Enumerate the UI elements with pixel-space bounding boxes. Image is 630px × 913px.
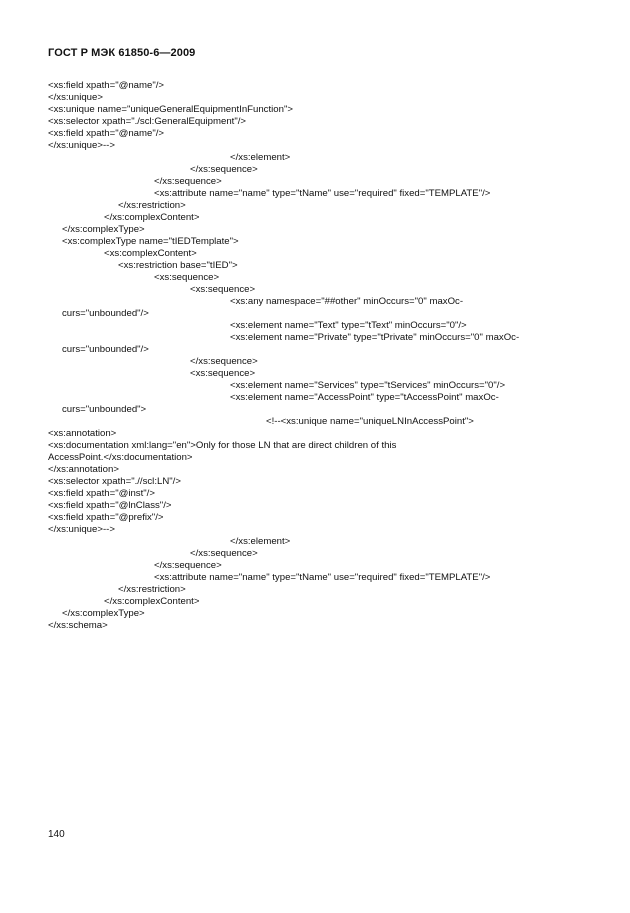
code-line: curs="unbounded"/> xyxy=(62,344,149,355)
code-line: <xs:documentation xml:lang="en">Only for those LN that are direct children of this xyxy=(48,440,397,451)
code-line: <xs:sequence> xyxy=(154,272,220,283)
code-line: </xs:sequence> xyxy=(154,176,222,187)
code-line: </xs:annotation> xyxy=(48,464,119,475)
code-line: <xs:element name="Services" type="tServices" minOccurs="0"/> xyxy=(230,380,506,391)
code-line: <xs:element name="Text" type="tText" minOccurs="0"/> xyxy=(230,320,467,331)
code-line: <!--<xs:unique name="uniqueLNInAccessPoint"> xyxy=(266,416,474,427)
code-line: </xs:schema> xyxy=(48,620,108,631)
code-line: <xs:complexContent> xyxy=(104,248,197,259)
code-line: <xs:complexType name="tIEDTemplate"> xyxy=(62,236,239,247)
code-line: </xs:complexType> xyxy=(62,608,145,619)
code-line: </xs:complexContent> xyxy=(104,212,200,223)
code-line: <xs:attribute name="name" type="tName" use="required" fixed="TEMPLATE"/> xyxy=(154,572,491,583)
code-line: </xs:unique>--> xyxy=(48,140,115,151)
code-line: <xs:field xpath="@lnClass"/> xyxy=(48,500,172,511)
code-line: </xs:unique>--> xyxy=(48,524,115,535)
code-line: <xs:field xpath="@name"/> xyxy=(48,128,165,139)
code-line: </xs:unique> xyxy=(48,92,103,103)
code-line: <xs:sequence> xyxy=(190,284,256,295)
page-header: ГОСТ Р МЭК 61850-6—2009 xyxy=(48,47,196,59)
code-line: curs="unbounded"> xyxy=(62,404,147,415)
code-line: <xs:field xpath="@inst"/> xyxy=(48,488,155,499)
code-line: <xs:any namespace="##other" minOccurs="0" maxOc- xyxy=(230,296,464,307)
code-line: </xs:complexContent> xyxy=(104,596,200,607)
code-line: curs="unbounded"/> xyxy=(62,308,149,319)
code-line: </xs:element> xyxy=(230,536,291,547)
code-line: </xs:sequence> xyxy=(190,164,258,175)
code-line: </xs:element> xyxy=(230,152,291,163)
code-line: </xs:complexType> xyxy=(62,224,145,235)
code-line: <xs:field xpath="@prefix"/> xyxy=(48,512,164,523)
code-line: </xs:restriction> xyxy=(118,584,186,595)
code-line: <xs:unique name="uniqueGeneralEquipmentInFunction"> xyxy=(48,104,293,115)
code-line: <xs:element name="Private" type="tPrivate" minOccurs="0" maxOc- xyxy=(230,332,520,343)
code-line: </xs:sequence> xyxy=(190,356,258,367)
code-line: <xs:annotation> xyxy=(48,428,117,439)
page-number: 140 xyxy=(48,829,65,840)
code-line: <xs:attribute name="name" type="tName" use="required" fixed="TEMPLATE"/> xyxy=(154,188,491,199)
code-line: <xs:selector xpath="./scl:GeneralEquipment"/> xyxy=(48,116,246,127)
code-line: <xs:sequence> xyxy=(190,368,256,379)
code-line: <xs:element name="AccessPoint" type="tAccessPoint" maxOc- xyxy=(230,392,499,403)
code-line: </xs:sequence> xyxy=(154,560,222,571)
code-line: <xs:field xpath="@name"/> xyxy=(48,80,165,91)
code-line: <xs:selector xpath=".//scl:LN"/> xyxy=(48,476,181,487)
code-line: </xs:restriction> xyxy=(118,200,186,211)
xml-schema-code xyxy=(48,80,568,632)
code-line: AccessPoint.</xs:documentation> xyxy=(48,452,193,463)
code-line: <xs:restriction base="tIED"> xyxy=(118,260,238,271)
code-line: </xs:sequence> xyxy=(190,548,258,559)
